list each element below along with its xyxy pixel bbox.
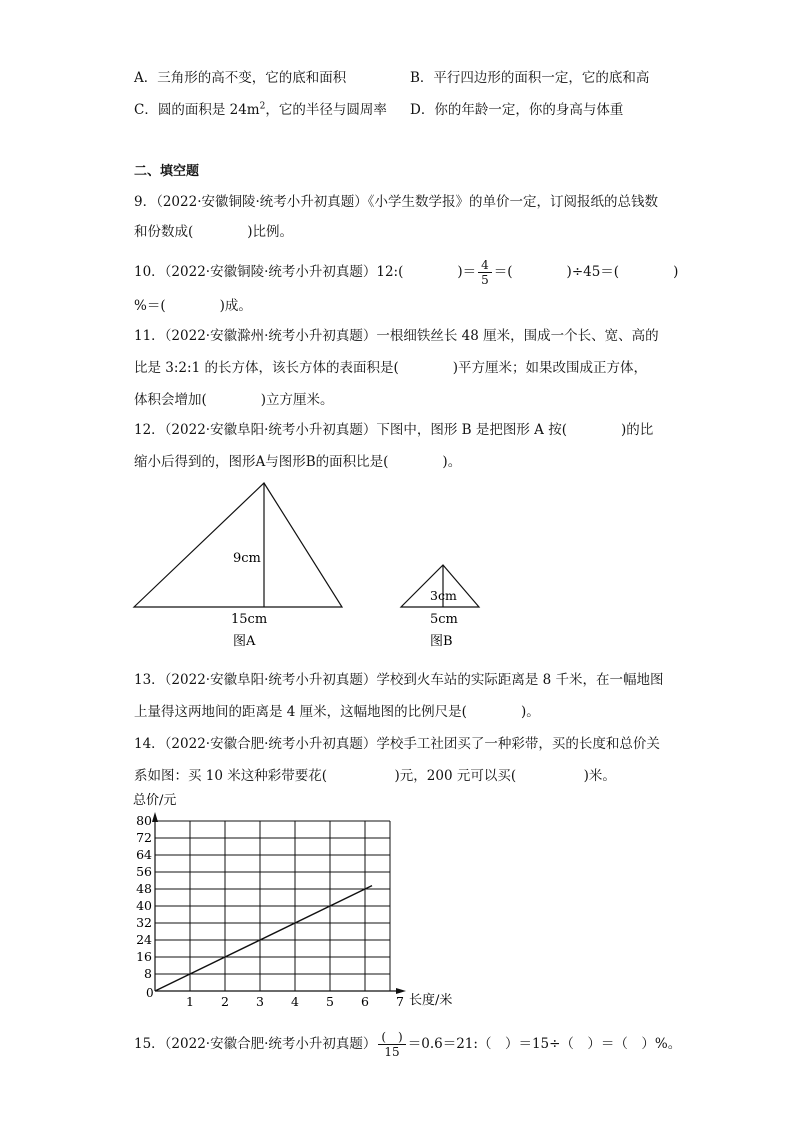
q12-line1: 12．（2022·安徽阜阳·统考小升初真题）下图中，图形 B 是把图形 A 按( )的比	[134, 422, 654, 438]
chart-series	[155, 886, 372, 991]
q9-line2: 和份数成( )比例。	[134, 224, 294, 240]
y-tick-label: 8	[144, 966, 152, 981]
q10-prefix: 10．（2022·安徽铜陵·统考小升初真题）12:( )＝	[134, 264, 477, 280]
chart-origin-label: 0	[146, 986, 154, 1000]
figure-b-height-label: 3cm	[430, 588, 457, 603]
chart-grid	[155, 821, 390, 991]
q10-line1	[134, 258, 678, 287]
q10-frac-den: 5	[481, 273, 489, 287]
q13-line1: 13．（2022·安徽阜阳·统考小升初真题）学校到火车站的实际距离是 8 千米，在一幅地图	[134, 672, 664, 688]
x-tick-label: 3	[256, 994, 264, 1009]
q11-line3: 体积会增加( )立方厘米。	[134, 392, 334, 408]
option-c	[134, 98, 387, 118]
q15-line	[134, 1030, 681, 1059]
q10-suffix: ＝( )÷45＝( )	[493, 264, 679, 280]
chart-xlabel: 长度/米	[409, 993, 453, 1008]
option-b: B．平行四边形的面积一定，它的底和高	[410, 70, 650, 86]
q11-line1: 11．（2022·安徽滁州·统考小升初真题）一根细铁丝长 48 厘米，围成一个长、宽、高的	[134, 328, 659, 344]
q15-fraction	[378, 1030, 405, 1059]
y-tick-label: 56	[136, 864, 152, 879]
x-tick-label: 2	[221, 994, 229, 1009]
figure-b-base-label: 5cm	[430, 612, 458, 627]
q10-frac-num: 4	[478, 258, 492, 273]
option-d: D．你的年龄一定，你的身高与体重	[410, 102, 624, 118]
q14-line1: 14．（2022·安徽合肥·统考小升初真题）学校手工社团买了一种彩带，买的长度和总价关	[134, 736, 660, 752]
chart-ticks	[136, 813, 404, 1009]
figure-a-triangle	[134, 483, 342, 607]
figure-a	[134, 483, 342, 649]
y-tick-label: 40	[136, 898, 152, 913]
y-tick-label: 80	[136, 813, 152, 828]
x-tick-label: 7	[396, 994, 404, 1009]
figure-a-caption: 图A	[233, 634, 256, 649]
q10-line2: %＝( )成。	[134, 298, 252, 314]
option-a: A．三角形的高不变，它的底和面积	[134, 70, 347, 86]
y-tick-label: 48	[136, 881, 152, 896]
q14-line2: 系如图：买 10 米这种彩带要花( )元，200 元可以买( )米。	[134, 768, 616, 784]
q15-suffix: ＝0.6＝21:（ ）＝15÷（ ）＝（ ）%。	[407, 1036, 682, 1052]
option-c-text: C．圆的面积是 24m	[134, 102, 260, 118]
figure-b-caption: 图B	[430, 634, 453, 649]
q15-prefix: 15．（2022·安徽合肥·统考小升初真题）	[134, 1036, 377, 1052]
q9-line1: 9．（2022·安徽铜陵·统考小升初真题）《小学生数学报》的单价一定，订阅报纸的总钱数	[134, 194, 659, 210]
y-tick-label: 32	[136, 915, 152, 930]
q12-figures	[0, 470, 794, 660]
y-axis-arrow	[152, 812, 158, 822]
y-tick-label: 64	[136, 847, 152, 862]
chart-ylabel: 总价/元	[133, 793, 177, 808]
q15-frac-num: ( )	[378, 1030, 405, 1045]
y-tick-label: 16	[136, 949, 152, 964]
q15-frac-den: 15	[384, 1045, 400, 1059]
series-line	[155, 886, 372, 991]
y-tick-label: 72	[136, 830, 152, 845]
q13-line2: 上量得这两地间的距离是 4 厘米，这幅地图的比例尺是( )。	[134, 704, 540, 720]
x-tick-label: 5	[326, 994, 334, 1009]
option-c-text-end: ，它的半径与圆周率	[265, 102, 387, 118]
x-tick-label: 6	[361, 994, 369, 1009]
q10-fraction	[478, 258, 492, 287]
figure-b	[401, 565, 479, 649]
q12-line2: 缩小后得到的，图形A与图形B的面积比是( )。	[134, 454, 462, 470]
section-title: 二、填空题	[134, 164, 200, 179]
y-tick-label: 24	[136, 932, 152, 947]
x-tick-label: 1	[186, 994, 194, 1009]
figure-a-base-label: 15cm	[231, 612, 268, 627]
option-c-superscript: 2	[259, 101, 266, 112]
q11-line2: 比是 3:2:1 的长方体，该长方体的表面积是( )平方厘米；如果改围成正方体，	[134, 360, 647, 376]
figure-a-height-label: 9cm	[233, 551, 261, 566]
price-length-chart	[0, 790, 794, 1015]
x-tick-label: 4	[291, 994, 299, 1009]
